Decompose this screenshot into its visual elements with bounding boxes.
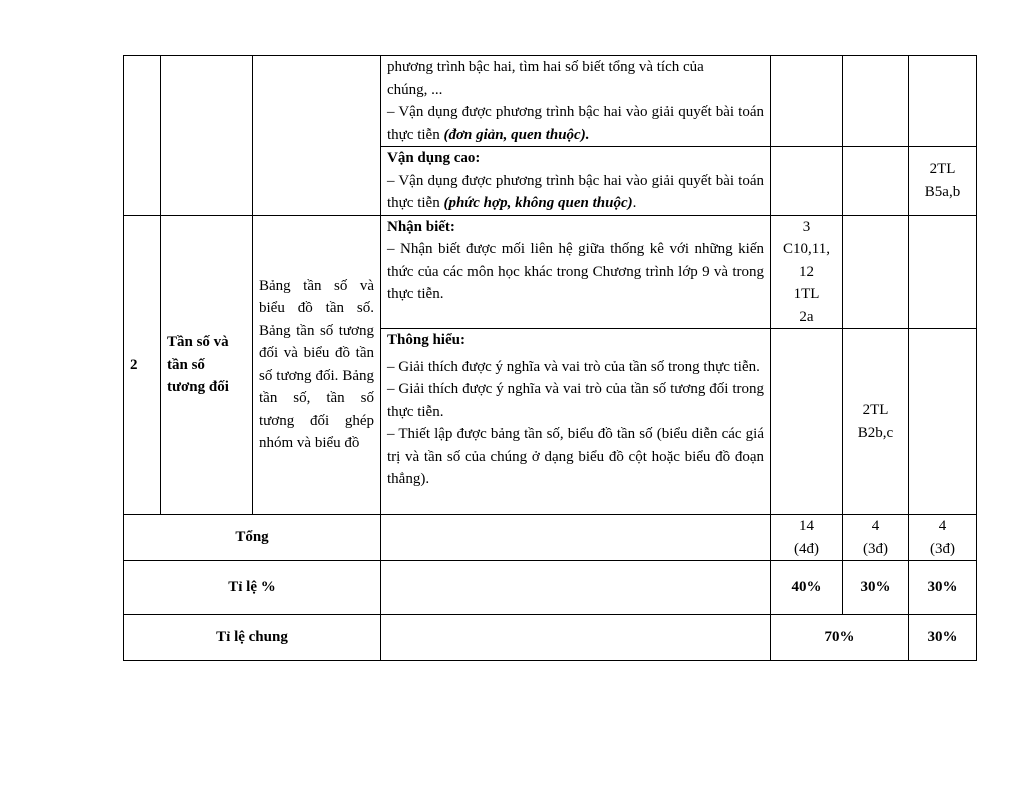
requirement-item: – Giải thích được ý nghĩa và vai trò của tần số trong thực tiễn. (387, 358, 760, 375)
empty-cell (381, 615, 771, 661)
requirement-item: – Vận dụng được phương trình bậc hai vào giải quyết bài toán thực tiễn (387, 172, 764, 211)
requirement-cell (381, 215, 771, 329)
empty-cell (381, 561, 771, 615)
requirement-cell (381, 329, 771, 515)
total-score: (3đ) (863, 540, 888, 557)
requirement-text-end: . (632, 195, 637, 211)
level-heading: Vận dụng cao: (387, 150, 481, 166)
question-count: 1TL (793, 286, 820, 302)
requirement-item: – Giải thích được ý nghĩa và vai trò của tần số tương đối trong thực tiễn. (387, 381, 764, 420)
requirement-cell (381, 147, 771, 216)
vd-cell (909, 215, 977, 329)
requirement-item: – Vận dụng được phương trình bậc hai vào giải quyết bài toán thực tiễn (387, 104, 764, 143)
question-count: 2TL (862, 402, 889, 418)
total-count: 14 (799, 518, 814, 534)
vd-cell (909, 329, 977, 515)
question-code: 2a (799, 308, 814, 325)
stt-cell: 2 (124, 215, 161, 515)
question-count: 2TL (929, 161, 956, 178)
table-row (124, 215, 977, 329)
requirement-cell (381, 56, 771, 147)
general-ratio-right: 30% (909, 615, 977, 661)
nb-total (771, 515, 843, 561)
general-ratio-label: Tỉ lệ chung (124, 615, 381, 661)
unit-cell (253, 56, 381, 216)
requirement-text: chúng, ... (387, 81, 443, 98)
vd-cell (909, 147, 977, 216)
question-code: C10,11, (783, 241, 830, 257)
general-ratio-row (124, 615, 977, 661)
question-code: 12 (799, 263, 814, 280)
chapter-cell: Tần số và tần số tương đối (161, 215, 253, 515)
level-heading: Thông hiểu: (387, 332, 465, 348)
nb-cell (771, 329, 843, 515)
vd-ratio: 30% (909, 561, 977, 615)
th-cell (843, 215, 909, 329)
total-score: (4đ) (794, 540, 819, 557)
vd-total (909, 515, 977, 561)
total-count: 4 (871, 518, 880, 534)
unit-cell: Bảng tần số và biểu đồ tần số. Bảng tần số tương đối và biểu đồ tần số tương đối. Bảng tần số, tần số tương đối ghép nhóm và biểu đồ (253, 215, 381, 515)
requirement-item: – Nhận biết được mối liên hệ giữa thống kê với những kiến thức của các môn học khác trong Chương trình lớp 9 và trong thực tiễn. (387, 241, 764, 302)
vd-cell (909, 56, 977, 147)
th-cell (843, 147, 909, 216)
totals-label: Tổng (124, 515, 381, 561)
nb-cell (771, 147, 843, 216)
stt-cell (124, 56, 161, 216)
table-row (124, 56, 977, 147)
requirement-emphasis: (đơn giản, quen thuộc). (443, 126, 590, 143)
level-heading: Nhận biết: (387, 218, 455, 235)
th-cell (843, 329, 909, 515)
chapter-cell (161, 56, 253, 216)
specification-table (123, 55, 977, 661)
requirement-item: – Thiết lập được bảng tần số, biểu đồ tần số (biểu diễn các giá trị và tần số của chúng ở dạng biểu đồ cột hoặc biểu đồ đoạn thẳng). (387, 426, 764, 487)
totals-row (124, 515, 977, 561)
nb-cell (771, 56, 843, 147)
question-code: B2b,c (857, 424, 894, 441)
ratio-row (124, 561, 977, 615)
nb-cell (771, 215, 843, 329)
ratio-label: Tỉ lệ % (124, 561, 381, 615)
question-count: 3 (802, 218, 811, 235)
total-count: 4 (938, 518, 947, 534)
th-cell (843, 56, 909, 147)
empty-cell (381, 515, 771, 561)
general-ratio-left: 70% (771, 615, 909, 661)
total-score: (3đ) (930, 540, 955, 557)
requirement-text: phương trình bậc hai, tìm hai số biết tổng và tích của (387, 59, 704, 75)
nb-ratio: 40% (771, 561, 843, 615)
th-total (843, 515, 909, 561)
question-code: B5a,b (924, 183, 961, 200)
requirement-emphasis: (phức hợp, không quen thuộc) (443, 195, 633, 211)
th-ratio: 30% (843, 561, 909, 615)
